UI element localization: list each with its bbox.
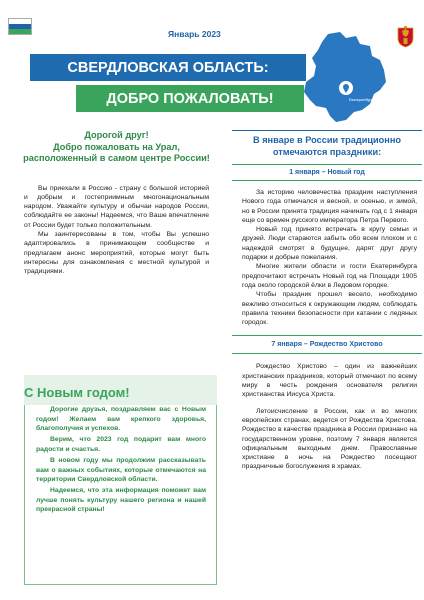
banner-title-region: СВЕРДЛОВСКАЯ ОБЛАСТЬ:: [30, 54, 306, 81]
sverdlovsk-region-map-icon: [300, 30, 390, 126]
coat-of-arms-icon: [397, 26, 414, 48]
sverdlovsk-flag-icon: [8, 18, 32, 35]
map-city-label: Екатеринбург: [349, 98, 373, 102]
issue-date: Январь 2023: [168, 29, 221, 39]
left-column: [18, 130, 215, 276]
welcome-paragraph: Мы заинтересованы в том, чтобы Вы успешно адаптировались в принимающем сообществе и предлагаем анонс мероприятий, которые могут быть интересны для ознакомления с местной культурой и традициями.: [24, 230, 209, 276]
holidays-divider: [232, 164, 422, 165]
new-year-text: [36, 405, 206, 517]
new-year-paragraph: Надеемся, что эта информация поможет вам лучше понять культуру нашего региона и нашей прекрасной страны!: [36, 487, 206, 514]
welcome-heading: Дорогой друг! Добро пожаловать на Урал, расположенный в самом центре России!: [23, 130, 210, 163]
holiday-paragraph: Новый год принято встречать в кругу семьи и друзей. Люди стараются забыть обо всем плохом и с надеждой смотрят в будущее, дарят друг другу подарки и добрые пожелания.: [242, 226, 417, 262]
holiday-new-year-text: [232, 188, 422, 327]
holidays-heading: В январе в России традиционно отмечаются праздники:: [253, 135, 401, 157]
new-year-paragraph: В новом году мы продолжим рассказывать вам о важных событиях, которые отмечаются на территории Свердловской области.: [36, 456, 206, 484]
holiday-paragraph: Летоисчисление в России, как и во многих европейских странах, ведется от Рождества Христова. Рождество в качестве праздника в России признано на государственном уровне, поэтому 7 января является официальным выходным днем. Православные христиане в ночь на Рождество посещают праздничные богослужения в храмах.: [242, 407, 417, 471]
holiday-divider: [232, 180, 422, 181]
holiday-paragraph: Многие жители области и гости Екатеринбурга предпочитают встречать Новый год на Площади 1905 года около городской ёлки в Ледовом городке.: [242, 263, 417, 289]
new-year-paragraph: Верим, что 2023 год подарит вам много радости и счастья.: [36, 436, 206, 453]
holiday-paragraph: Чтобы праздник прошел весело, необходимо вежливо относиться к окружающим людям, соблюдать правила техники безопасности при катании с ледяных городок.: [242, 291, 417, 327]
new-year-heading: С Новым годом!: [24, 385, 130, 400]
holiday-paragraph: Рождество Христово – один из важнейших христианских праздников, который отмечают по всему миру в честь рождения основателя религии христианства Иисуса Христа.: [242, 363, 417, 399]
banner-title-welcome: ДОБРО ПОЖАЛОВАТЬ!: [76, 85, 304, 112]
holiday-christmas-heading: 7 января – Рождество Христово: [271, 341, 383, 349]
new-year-paragraph: Дорогие друзья, поздравляем вас с Новым годом! Желаем вам крепкого здоровья, благополучия и успехов.: [36, 406, 206, 433]
holiday-divider: [232, 353, 422, 354]
holiday-paragraph: За историю человечества праздник наступления Нового года отмечался и весной, и осенью, и зимой, но в России принята традиция начинать год с 1 января еще со времен русского императора Петра Первого.: [242, 189, 417, 224]
holiday-new-year-heading: 1 января – Новый год: [289, 169, 365, 176]
right-column: [232, 130, 422, 472]
top-divider: [232, 130, 422, 131]
welcome-text: [24, 184, 215, 277]
welcome-paragraph: Вы приехали в Россию - страну с большой историей и добрым и гостеприимным многонациональным народом. Уважайте культуру и обычаи народов России, соблюдайте ее законы! Надеемся, что Ваше впечатление от России будет только положительным.: [24, 184, 209, 229]
location-pin-icon: [339, 81, 353, 95]
holiday-christmas-text: [232, 362, 422, 471]
holiday-divider: [232, 335, 422, 336]
flag-stripe-green: [9, 29, 31, 34]
